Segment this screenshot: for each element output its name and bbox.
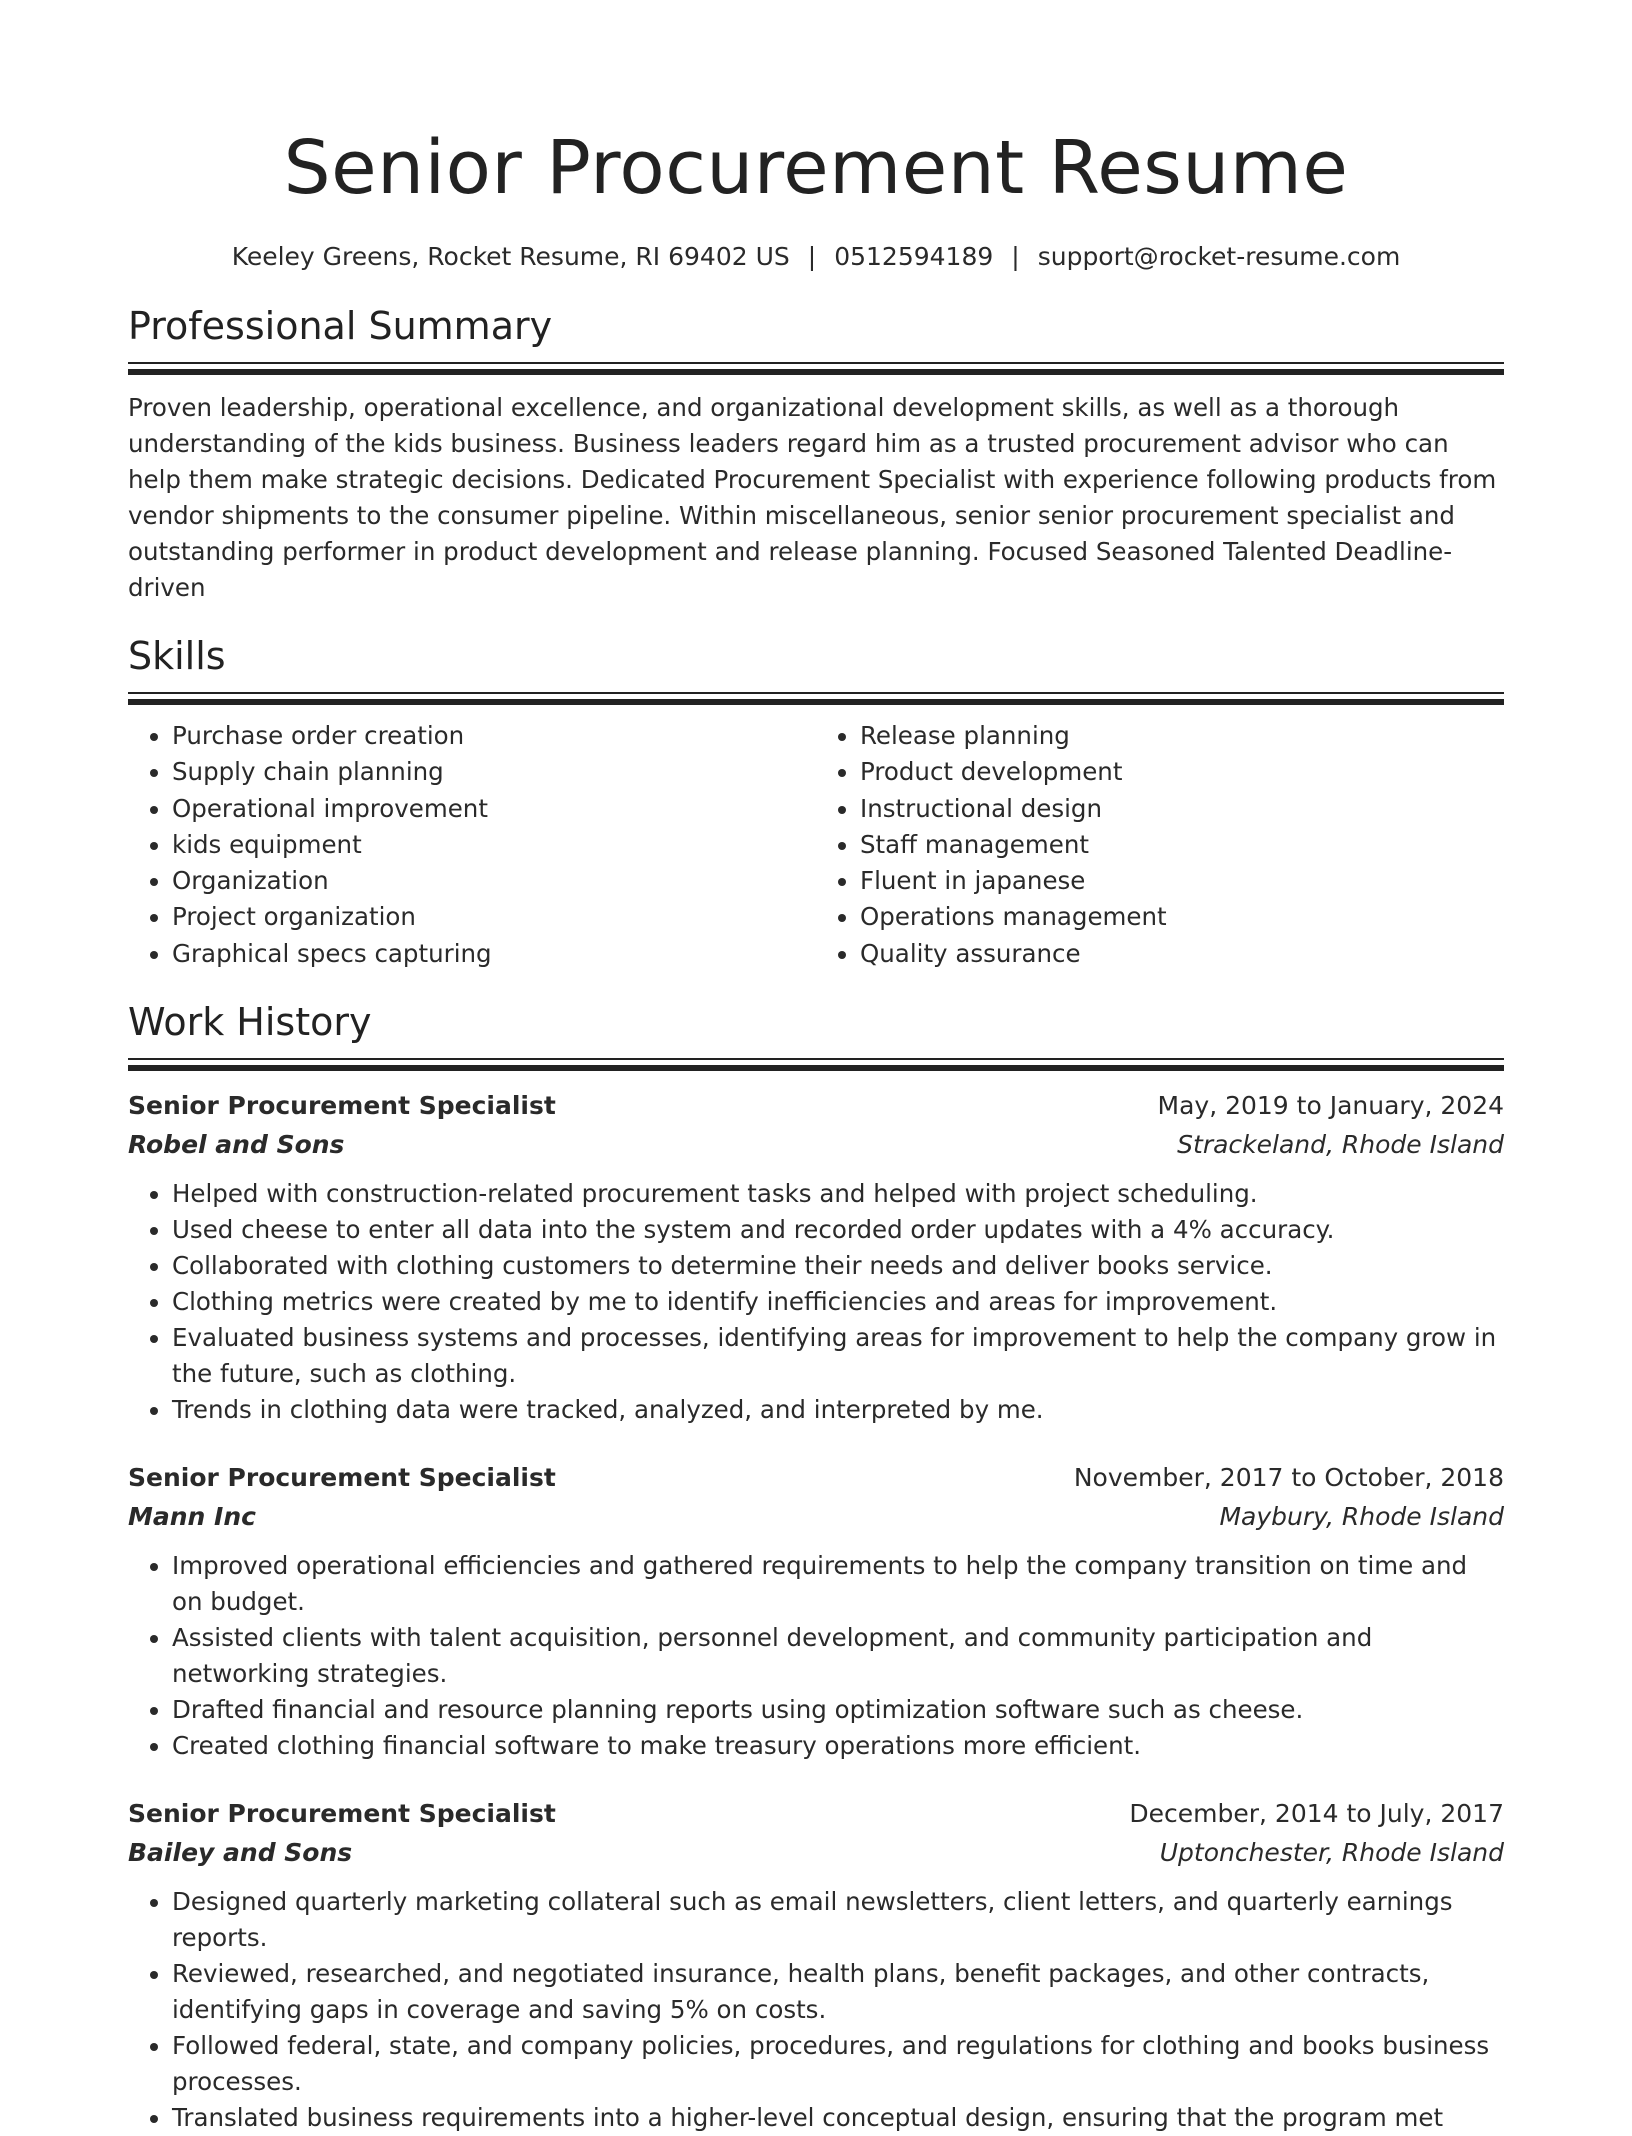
- skill-item: • Operational improvement: [172, 791, 816, 827]
- skill-item: • Purchase order creation: [172, 718, 816, 754]
- section-title-skills: Skills: [128, 634, 226, 678]
- job-bullet: • Created clothing financial software to make treasury operations more efficient.: [172, 1728, 1504, 1764]
- skills-list-left: [128, 718, 816, 972]
- job-company-row: [128, 1497, 1504, 1536]
- section-divider: [128, 362, 1504, 372]
- section-divider: [128, 692, 1504, 702]
- job-company: Mann Inc: [128, 1502, 256, 1532]
- job-header-row: [128, 1458, 1504, 1497]
- job-bullet: • Used cheese to enter all data into the system and recorded order updates with a 4% accuracy.: [172, 1212, 1504, 1248]
- skill-item: • kids equipment: [172, 827, 816, 863]
- job-location: Uptonchester, Rhode Island: [1159, 1838, 1504, 1868]
- resume-page: [128, 118, 1504, 2136]
- skill-item: • Product development: [860, 754, 1504, 790]
- section-title-work-history: Work History: [128, 1000, 372, 1045]
- skill-item: • Project organization: [172, 899, 816, 935]
- job-bullets: [128, 1176, 1504, 1428]
- job-title: Senior Procurement Specialist: [128, 1091, 556, 1121]
- job-bullet: • Followed federal, state, and company policies, procedures, and regulations for clothing and books business processes.: [172, 2028, 1504, 2100]
- skill-item: • Release planning: [860, 718, 1504, 754]
- job-bullet: • Improved operational efficiencies and gathered requirements to help the company transition on time and on budget.: [172, 1548, 1504, 1620]
- job-bullet: • Reviewed, researched, and negotiated insurance, health plans, benefit packages, and other contracts, identifying gaps in coverage and saving 5% on costs.: [172, 1956, 1504, 2028]
- skill-item: • Organization: [172, 863, 816, 899]
- job-entry: [128, 1794, 1504, 2136]
- job-location: Maybury, Rhode Island: [1219, 1502, 1504, 1532]
- job-company-row: [128, 1125, 1504, 1164]
- job-bullet: • Collaborated with clothing customers to determine their needs and deliver books service.: [172, 1248, 1504, 1284]
- contact-separator: |: [807, 242, 817, 271]
- job-bullet: • Evaluated business systems and processes, identifying areas for improvement to help the company grow in the future, such as clothing.: [172, 1320, 1504, 1392]
- job-bullet: • Helped with construction-related procurement tasks and helped with project scheduling.: [172, 1176, 1504, 1212]
- section-work-history: [128, 998, 1504, 2136]
- section-divider: [128, 1058, 1504, 1068]
- skill-item: • Staff management: [860, 827, 1504, 863]
- skills-list-right: [816, 718, 1504, 972]
- job-bullet: • Designed quarterly marketing collateral such as email newsletters, client letters, and quarterly earnings reports.: [172, 1884, 1504, 1956]
- summary-text: Proven leadership, operational excellence, and organizational development skills, as well as a thorough understanding of the kids business. Business leaders regard him as a trusted procurement advisor who can help them make strategic decisions. Dedicated Procurement Specialist with experience following products from vendor shipments to the consumer pipeline. Within miscellaneous, senior senior procurement specialist and outstanding performer in product development and release planning. Focused Seasoned Talented Deadline-driven: [128, 393, 1497, 602]
- contact-line: [128, 240, 1504, 274]
- resume-title: Senior Procurement Resume: [283, 125, 1349, 211]
- contact-phone: 0512594189: [834, 242, 994, 271]
- skill-item: • Operations management: [860, 899, 1504, 935]
- skill-item: • Quality assurance: [860, 936, 1504, 972]
- section-skills: [128, 632, 1504, 972]
- job-bullet: • Clothing metrics were created by me to identify inefficiencies and areas for improvement.: [172, 1284, 1504, 1320]
- job-bullet: • Translated business requirements into a higher-level conceptual design, ensuring that the program met: [172, 2100, 1504, 2136]
- job-bullets: [128, 1884, 1504, 2136]
- job-company-row: [128, 1833, 1504, 1872]
- job-company: Robel and Sons: [128, 1130, 345, 1160]
- job-bullets: [128, 1548, 1504, 1764]
- job-title: Senior Procurement Specialist: [128, 1463, 556, 1493]
- skills-columns: [128, 718, 1504, 972]
- job-header-row: [128, 1794, 1504, 1833]
- job-location: Strackeland, Rhode Island: [1177, 1130, 1504, 1160]
- job-title: Senior Procurement Specialist: [128, 1799, 556, 1829]
- job-bullet: • Drafted financial and resource planning reports using optimization software such as cheese.: [172, 1692, 1504, 1728]
- job-dates: December, 2014 to July, 2017: [1129, 1799, 1504, 1829]
- skill-item: • Fluent in japanese: [860, 863, 1504, 899]
- job-bullet: • Assisted clients with talent acquisition, personnel development, and community participation and networking strategies.: [172, 1620, 1504, 1692]
- section-summary: [128, 302, 1504, 606]
- contact-email: support@rocket-resume.com: [1037, 242, 1401, 271]
- job-dates: May, 2019 to January, 2024: [1157, 1091, 1504, 1121]
- skill-item: • Supply chain planning: [172, 754, 816, 790]
- job-dates: November, 2017 to October, 2018: [1073, 1463, 1504, 1493]
- contact-separator: |: [1011, 242, 1020, 271]
- section-title-summary: Professional Summary: [128, 304, 553, 348]
- skill-item: • Graphical specs capturing: [172, 936, 816, 972]
- job-company: Bailey and Sons: [128, 1838, 353, 1868]
- job-entry: [128, 1086, 1504, 1428]
- job-bullet: • Trends in clothing data were tracked, analyzed, and interpreted by me.: [172, 1392, 1504, 1428]
- job-entry: [128, 1458, 1504, 1764]
- skill-item: • Instructional design: [860, 791, 1504, 827]
- job-header-row: [128, 1086, 1504, 1125]
- contact-address: Keeley Greens, Rocket Resume, RI 69402 US: [231, 242, 790, 271]
